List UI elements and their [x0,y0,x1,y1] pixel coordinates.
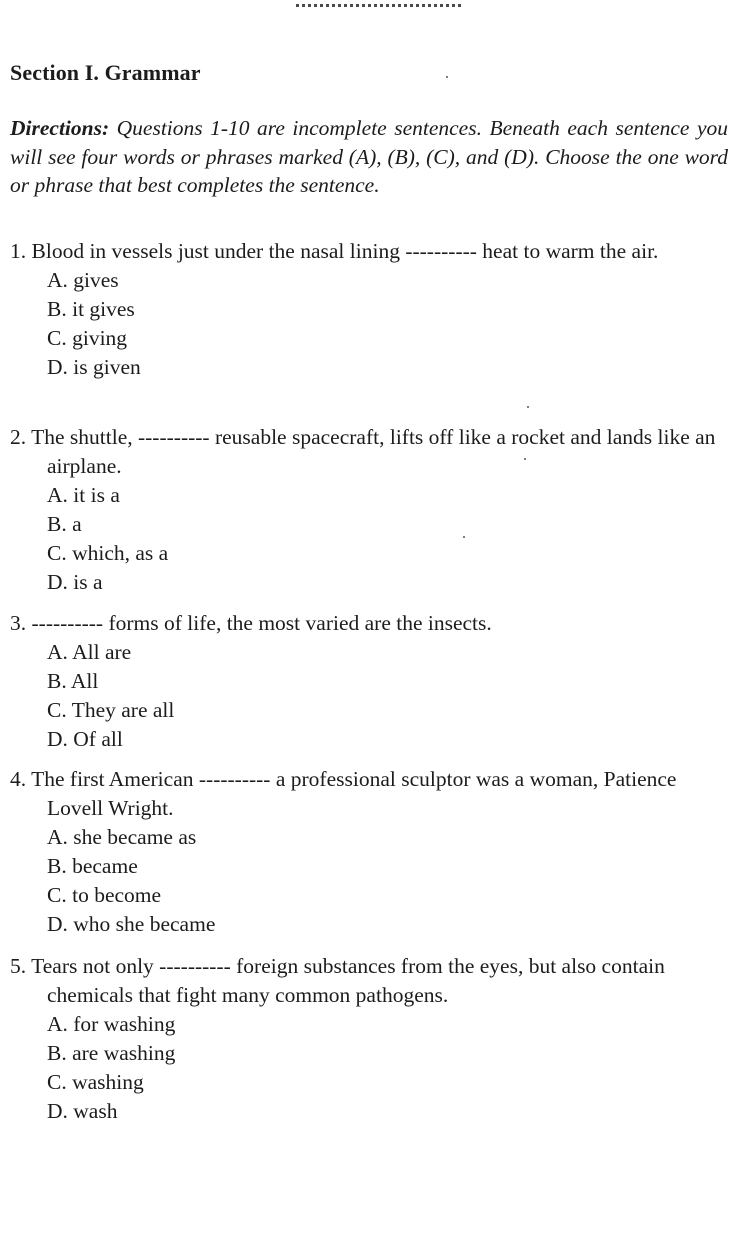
question-1-stem: 1. Blood in vessels just under the nasal lining ---------- heat to warm the air. [10,239,659,263]
cropped-header-mark [296,0,461,7]
question-2-option-c: C. which, as a [47,541,169,565]
question-5-option-c: C. washing [47,1070,144,1094]
question-1-option-a: A. gives [47,268,119,292]
question-1-option-b: B. it gives [47,297,135,321]
question-4-options [10,823,722,939]
question-4 [10,765,722,939]
question-3-options [10,638,722,754]
question-4-option-d: D. who she became [47,912,216,936]
question-2-options [10,481,722,597]
question-3-option-c: C. They are all [47,698,175,722]
scan-speck [527,406,529,408]
question-2-option-b: B. a [47,512,82,536]
question-4-option-b: B. became [47,854,138,878]
question-1-options [10,266,722,382]
directions-text: Questions 1-10 are incomplete sentences. Beneath each sentence you will see four words or phrases marked (A), (B), (C), and (D). Choose the one word or phrase that best completes the sentence. [10,116,729,197]
question-3-stem: 3. ---------- forms of life, the most varied are the insects. [10,611,492,635]
question-3-option-a: A. All are [47,640,132,664]
question-5-option-b: B. are washing [47,1041,176,1065]
directions-paragraph [10,114,728,200]
scan-speck [463,536,465,538]
question-2-option-a: A. it is a [47,483,120,507]
question-3 [10,609,722,754]
question-3-option-b: B. All [47,669,99,693]
scan-speck [524,458,526,460]
question-5-option-d: D. wash [47,1099,118,1123]
question-2-stem: 2. The shuttle, ---------- reusable spacecraft, lifts off like a rocket and lands like an airplane. [10,425,716,478]
question-5 [10,952,722,1126]
question-5-stem: 5. Tears not only ---------- foreign substances from the eyes, but also contain chemicals that fight many common pathogens. [10,954,665,1007]
question-3-option-d: D. Of all [47,727,123,751]
question-4-option-c: C. to become [47,883,162,907]
question-2 [10,423,722,597]
directions-label: Directions: [10,116,110,140]
question-4-option-a: A. she became as [47,825,197,849]
question-5-options [10,1010,722,1126]
scan-speck [446,76,448,78]
question-1-option-c: C. giving [47,326,128,350]
question-1-option-d: D. is given [47,355,141,379]
question-5-option-a: A. for washing [47,1012,176,1036]
question-1 [10,237,722,382]
question-4-stem: 4. The first American ---------- a professional sculptor was a woman, Patience Lovell Wright. [10,767,677,820]
question-2-option-d: D. is a [47,570,103,594]
section-title: Section I. Grammar [10,60,201,85]
